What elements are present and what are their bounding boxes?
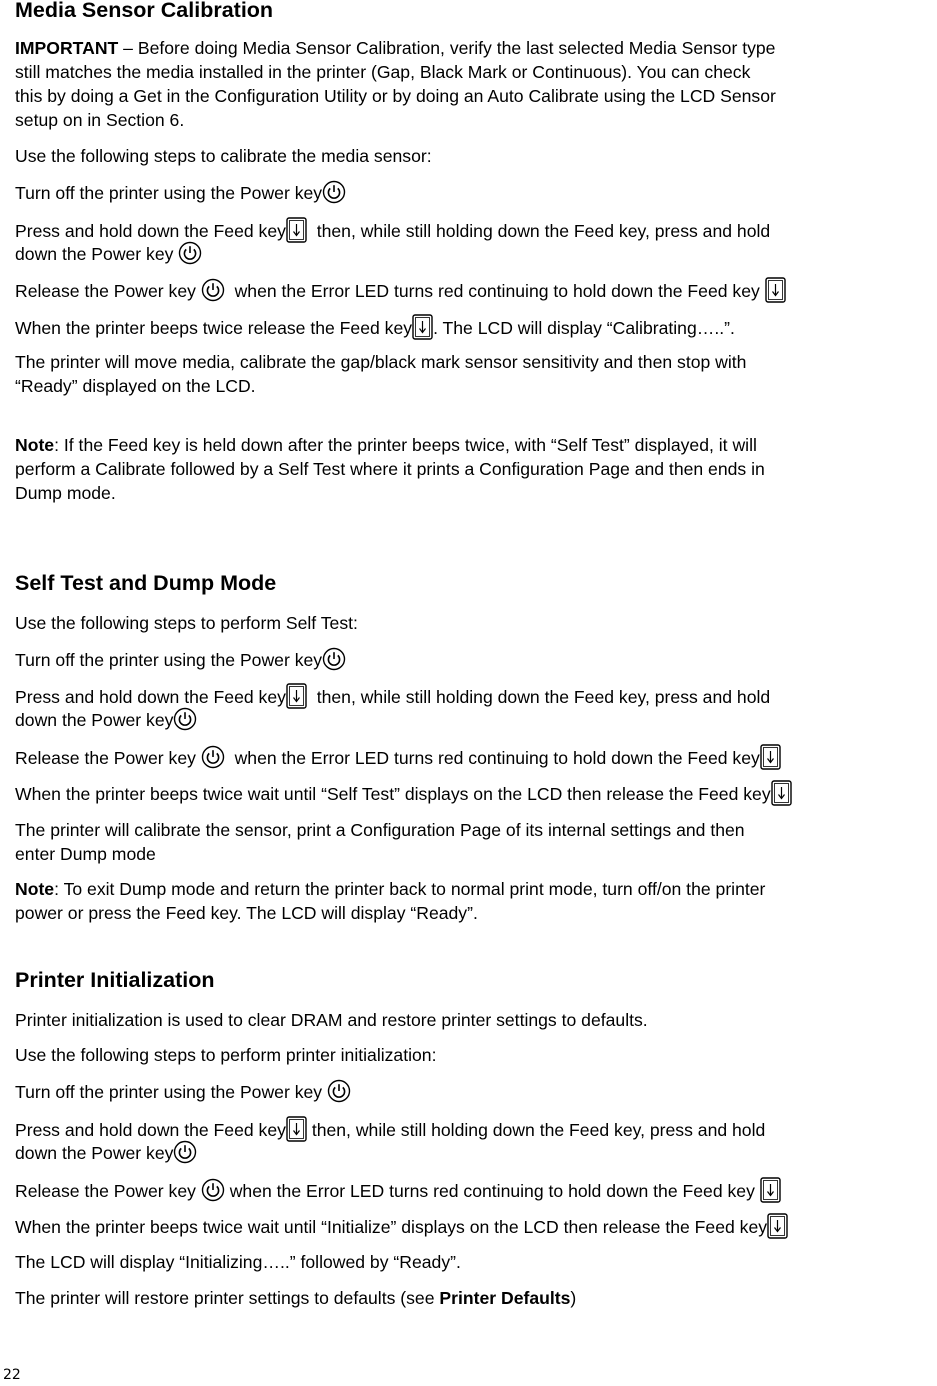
text: )	[570, 1288, 577, 1308]
feed-key-icon	[765, 277, 786, 303]
text: When the printer beeps twice release the Feed key	[15, 318, 413, 338]
text: Press and hold down the Feed key	[15, 1120, 286, 1140]
paragraph-line	[15, 36, 775, 60]
text: When the printer beeps twice wait until “Self Test” displays on the LCD then release the Feed key	[15, 784, 771, 804]
paragraph-line: The printer will calibrate the sensor, print a Configuration Page of its internal settings and then	[15, 820, 745, 840]
step-line	[15, 780, 792, 806]
paragraph-line: The LCD will display “Initializing…..” followed by “Ready”.	[15, 1252, 461, 1272]
text: then, while still holding down the Feed key, press and hold	[316, 687, 771, 707]
text: – Before doing Media Sensor Calibration, verify the last selected Media Sensor type	[118, 38, 776, 58]
paragraph-line	[15, 1286, 576, 1310]
paragraph-line: Use the following steps to perform printer initialization:	[15, 1045, 437, 1065]
step-line	[15, 241, 202, 266]
note-line: power or press the Feed key. The LCD will display “Ready”.	[15, 903, 478, 923]
text: down the Power key	[15, 710, 174, 730]
power-key-icon	[178, 241, 202, 265]
section-heading-self-test: Self Test and Dump Mode	[15, 571, 277, 595]
text: Release the Power key	[15, 748, 196, 768]
power-key-icon	[173, 1140, 197, 1164]
paragraph-line: this by doing a Get in the Configuration Utility or by doing an Auto Calibrate using the LCD Sensor	[15, 86, 776, 106]
text: Release the Power key	[15, 1181, 196, 1201]
text: when the Error LED turns red continuing to hold down the Feed key	[234, 748, 760, 768]
feed-key-icon	[286, 683, 307, 709]
note-line	[15, 433, 757, 457]
step-line	[15, 217, 770, 243]
note-line	[15, 877, 765, 901]
step-line	[15, 683, 770, 709]
text: down the Power key	[15, 244, 174, 264]
note-label: Note	[15, 879, 55, 899]
paragraph-line: The printer will move media, calibrate the gap/black mark sensor sensitivity and then stop with	[15, 352, 747, 372]
step-line	[15, 707, 197, 732]
text: then, while still holding down the Feed key, press and hold	[316, 221, 771, 241]
text: The printer will restore printer settings to defaults (see	[15, 1288, 440, 1308]
feed-key-icon	[760, 1177, 781, 1203]
power-key-icon	[201, 745, 225, 769]
text: Turn off the printer using the Power key	[15, 650, 323, 670]
text: : If the Feed key is held down after the printer beeps twice, with “Self Test” displayed, it will	[54, 435, 757, 455]
text: : To exit Dump mode and return the printer back to normal print mode, turn off/on the printer	[54, 879, 766, 899]
paragraph-line: Printer initialization is used to clear DRAM and restore printer settings to defaults.	[15, 1010, 648, 1030]
step-line	[15, 277, 786, 303]
feed-key-icon	[286, 217, 307, 243]
printer-defaults-reference: Printer Defaults	[439, 1288, 571, 1308]
power-key-icon	[201, 1178, 225, 1202]
step-line	[15, 1177, 781, 1203]
section-heading-media-sensor-calibration: Media Sensor Calibration	[15, 0, 274, 22]
section-heading-printer-initialization: Printer Initialization	[15, 968, 215, 992]
paragraph-line: setup on in Section 6.	[15, 110, 185, 130]
step-line	[15, 1116, 765, 1142]
text: down the Power key	[15, 1143, 174, 1163]
text: . The LCD will display “Calibrating…..”.	[433, 318, 735, 338]
text: Release the Power key	[15, 281, 196, 301]
step-line	[15, 1140, 197, 1165]
step-line	[15, 647, 346, 672]
paragraph-line: “Ready” displayed on the LCD.	[15, 376, 256, 396]
note-line: Dump mode.	[15, 483, 116, 503]
step-line	[15, 314, 735, 340]
important-label: IMPORTANT	[15, 38, 119, 58]
note-line: perform a Calibrate followed by a Self Test where it prints a Configuration Page and then ends in	[15, 459, 765, 479]
power-key-icon	[322, 180, 346, 204]
note-label: Note	[15, 435, 55, 455]
paragraph-line: Use the following steps to perform Self Test:	[15, 613, 358, 633]
paragraph-line: still matches the media installed in the printer (Gap, Black Mark or Continuous). You can check	[15, 62, 751, 82]
step-line	[15, 1213, 788, 1239]
step-line	[15, 1079, 351, 1104]
power-key-icon	[327, 1079, 351, 1103]
text: when the Error LED turns red continuing to hold down the Feed key	[229, 1181, 755, 1201]
feed-key-icon	[760, 744, 781, 770]
feed-key-icon	[286, 1116, 307, 1142]
text: when the Error LED turns red continuing to hold down the Feed key	[234, 281, 760, 301]
text: Press and hold down the Feed key	[15, 687, 286, 707]
text: then, while still holding down the Feed key, press and hold	[311, 1120, 766, 1140]
power-key-icon	[322, 647, 346, 671]
step-line	[15, 180, 346, 205]
feed-key-icon	[767, 1213, 788, 1239]
step-line	[15, 744, 781, 770]
feed-key-icon	[412, 314, 433, 340]
text: Turn off the printer using the Power key	[15, 183, 323, 203]
paragraph-line: enter Dump mode	[15, 844, 156, 864]
power-key-icon	[173, 707, 197, 731]
page-number: 22	[3, 1367, 21, 1383]
text: When the printer beeps twice wait until “Initialize” displays on the LCD then release the Feed key	[15, 1217, 768, 1237]
feed-key-icon	[771, 780, 792, 806]
text: Turn off the printer using the Power key	[15, 1082, 323, 1102]
power-key-icon	[201, 278, 225, 302]
text: Press and hold down the Feed key	[15, 221, 286, 241]
paragraph-line: Use the following steps to calibrate the media sensor:	[15, 146, 432, 166]
